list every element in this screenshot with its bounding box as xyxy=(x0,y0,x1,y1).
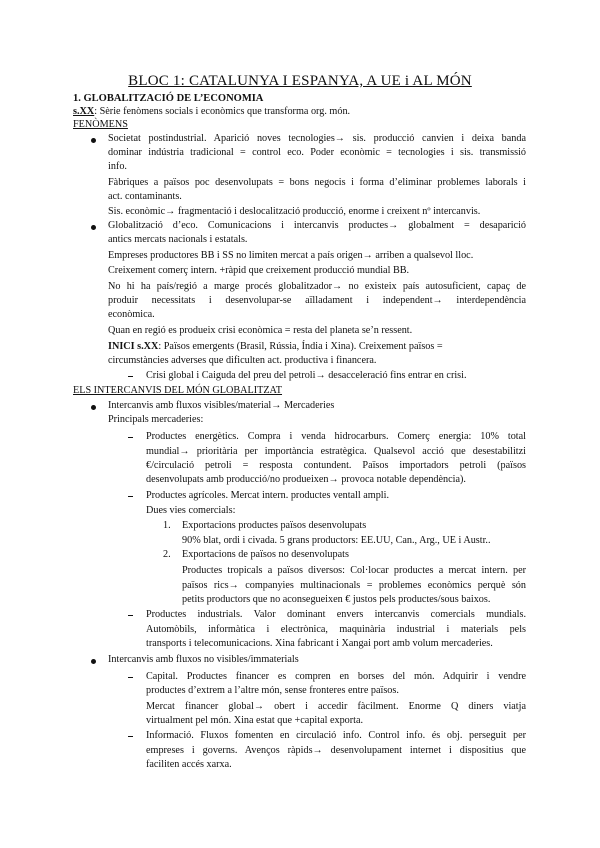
bullet2-line: Creixement comerç intern. +ràpid que creixement producció mundial BB. xyxy=(108,265,410,276)
via2-number: 2. xyxy=(163,549,171,560)
principals-label: Principals mercaderies: xyxy=(108,414,204,425)
inici-text: : Països emergents (Brasil, Rússia, Índia i Xina). Creixement països = xyxy=(158,341,443,352)
bullet1-line: info. xyxy=(108,161,127,172)
page-title: BLOC 1: CATALUNYA I ESPANYA, A UE i AL MÓN xyxy=(128,73,472,89)
energetics-line: desenvolupats amb producció/no produeixen→ provoca notable dependència). xyxy=(146,474,466,485)
via2-title: Exportacions de països no desenvolupats xyxy=(182,549,349,560)
dash-icon xyxy=(128,376,133,377)
informacio-line: faciliten accés xarxa. xyxy=(146,759,232,770)
inici-label: INICI s.XX xyxy=(108,341,159,352)
dash-icon xyxy=(128,736,133,737)
dash-icon xyxy=(128,496,133,497)
capital-line: Mercat financer global→ obert i accedir fàcilment. Enorme Q diners viatja xyxy=(146,701,526,712)
energetics-line: Productes energètics. Compra i venda hidrocarburs. Comerç energia: 10% total xyxy=(146,431,526,442)
section-heading-globalitzacio: 1. GLOBALITZACIÓ DE L’ECONOMIA xyxy=(73,93,264,104)
industrials-line: Productes industrials. Valor dominant envers intercanvis comercials mundials. xyxy=(146,609,526,620)
capital-line: virtualment pel món. Xina estat que +capital exporta. xyxy=(146,715,364,726)
via2-line: Productes tropicals a països diversos: Col·locar productes a mercat intern. per xyxy=(182,565,526,576)
energetics-line: €/circulació petroli = resposta contundent. Països importadors petroli (països xyxy=(146,460,526,471)
bullet-icon xyxy=(91,659,96,664)
bullet-icon xyxy=(91,405,96,410)
via1-title: Exportacions productes països desenvolupats xyxy=(182,520,367,531)
sxx-text: : Sèrie fenòmens socials i econòmics que transforma org. món. xyxy=(94,106,351,117)
dues-vies-label: Dues vies comercials: xyxy=(146,505,236,516)
industrials-line: transports i telecomunicacions. Xina fabricant i Xangai port amb volum mercaderies. xyxy=(146,638,493,649)
bullet2-line: produir necessitats i desenvolupar-se aïlladament i independent→ interdependència xyxy=(108,295,526,306)
nonvisible-flux-title: Intercanvis amb fluxos no visibles/immaterials xyxy=(108,654,299,665)
sxx-label: s.XX xyxy=(73,106,95,117)
bullet1-line: Societat postindustrial. Aparició noves tecnologies→ sis. producció canvien i deixa banda xyxy=(108,133,526,144)
bullet-icon xyxy=(91,138,96,143)
sxx-paragraph xyxy=(73,106,350,118)
visible-flux-title: Intercanvis amb fluxos visibles/material→ Mercaderies xyxy=(108,400,335,411)
bullet2-line: No hi ha país/regió a marge procés globalitzador→ no existeix país autosuficient, capaç de xyxy=(108,281,526,292)
inici-paragraph xyxy=(108,341,526,353)
via2-line: petits productors que no aconsegueixen € justos pels productes/sous baixos. xyxy=(182,594,491,605)
via2-line: països rics→ companyies multinacionals = problemes econòmics perquè són xyxy=(182,580,526,591)
bullet1-line: act. contaminants. xyxy=(108,191,182,202)
agricoles-line: Productes agrícoles. Mercat intern. productes ventall ampli. xyxy=(146,490,390,501)
dash-icon xyxy=(128,677,133,678)
bullet-icon xyxy=(91,225,96,230)
informacio-line: empreses i governs. Avenços ràpids→ desenvolupament internet i dispositius que xyxy=(146,745,526,756)
crisi-line: Crisi global i Caiguda del preu del petroli→ desacceleració fins entrar en crisi. xyxy=(146,370,467,381)
bullet1-line: Fàbriques a països poc desenvolupats = bons negocis i forma d’eliminar problemes laborals i xyxy=(108,177,526,188)
bullet2-line: econòmica. xyxy=(108,309,155,320)
bullet1-line: Sis. econòmic→ fragmentació i deslocalització producció, enorme i creixent nº intercanvis. xyxy=(108,206,481,217)
bullet2-line: Empreses productores BB i SS no limiten mercat a país origen→ arriben a qualsevol lloc. xyxy=(108,250,474,261)
bullet1-line: dominar indústria tradicional = control eco. Poder econòmic = tecnologies i sis. transmissió xyxy=(108,147,526,158)
industrials-line: Automòbils, informàtica i electrònica, maquinària industrial i materials pels xyxy=(146,624,526,635)
fenomens-heading: FENÒMENS xyxy=(73,119,128,130)
bullet2-line: antics mercats nacionals i estatals. xyxy=(108,234,248,245)
inici-line: circumstàncies adverses que dificulten act. productiva i financera. xyxy=(108,355,377,366)
bullet2-line: Globalització d’eco. Comunicacions i intercanvis productes→ globalment = desaparició xyxy=(108,220,526,231)
dash-icon xyxy=(128,437,133,438)
capital-line: productes d’extrem a l’altre món, sense fronteres entre països. xyxy=(146,685,399,696)
energetics-line: mundial→ prioritària per importància estratègica. Qualsevol acció que desestabilitzi xyxy=(146,446,526,457)
capital-line: Capital. Productes financer es compren en borses del món. Adquirir i vendre xyxy=(146,671,526,682)
informacio-line: Informació. Fluxos fomenten en circulació info. Control info. és obj. perseguit per xyxy=(146,730,526,741)
dash-icon xyxy=(128,615,133,616)
via1-text: 90% blat, ordi i civada. 5 grans productors: EE.UU, Can., Arg., UE i Austr.. xyxy=(182,535,491,546)
section-heading-intercanvis: ELS INTERCANVIS DEL MÓN GLOBALITZAT xyxy=(73,385,283,396)
bullet2-line: Quan en regió es produeix crisi econòmica = resta del planeta se’n ressent. xyxy=(108,325,413,336)
via1-number: 1. xyxy=(163,520,171,531)
